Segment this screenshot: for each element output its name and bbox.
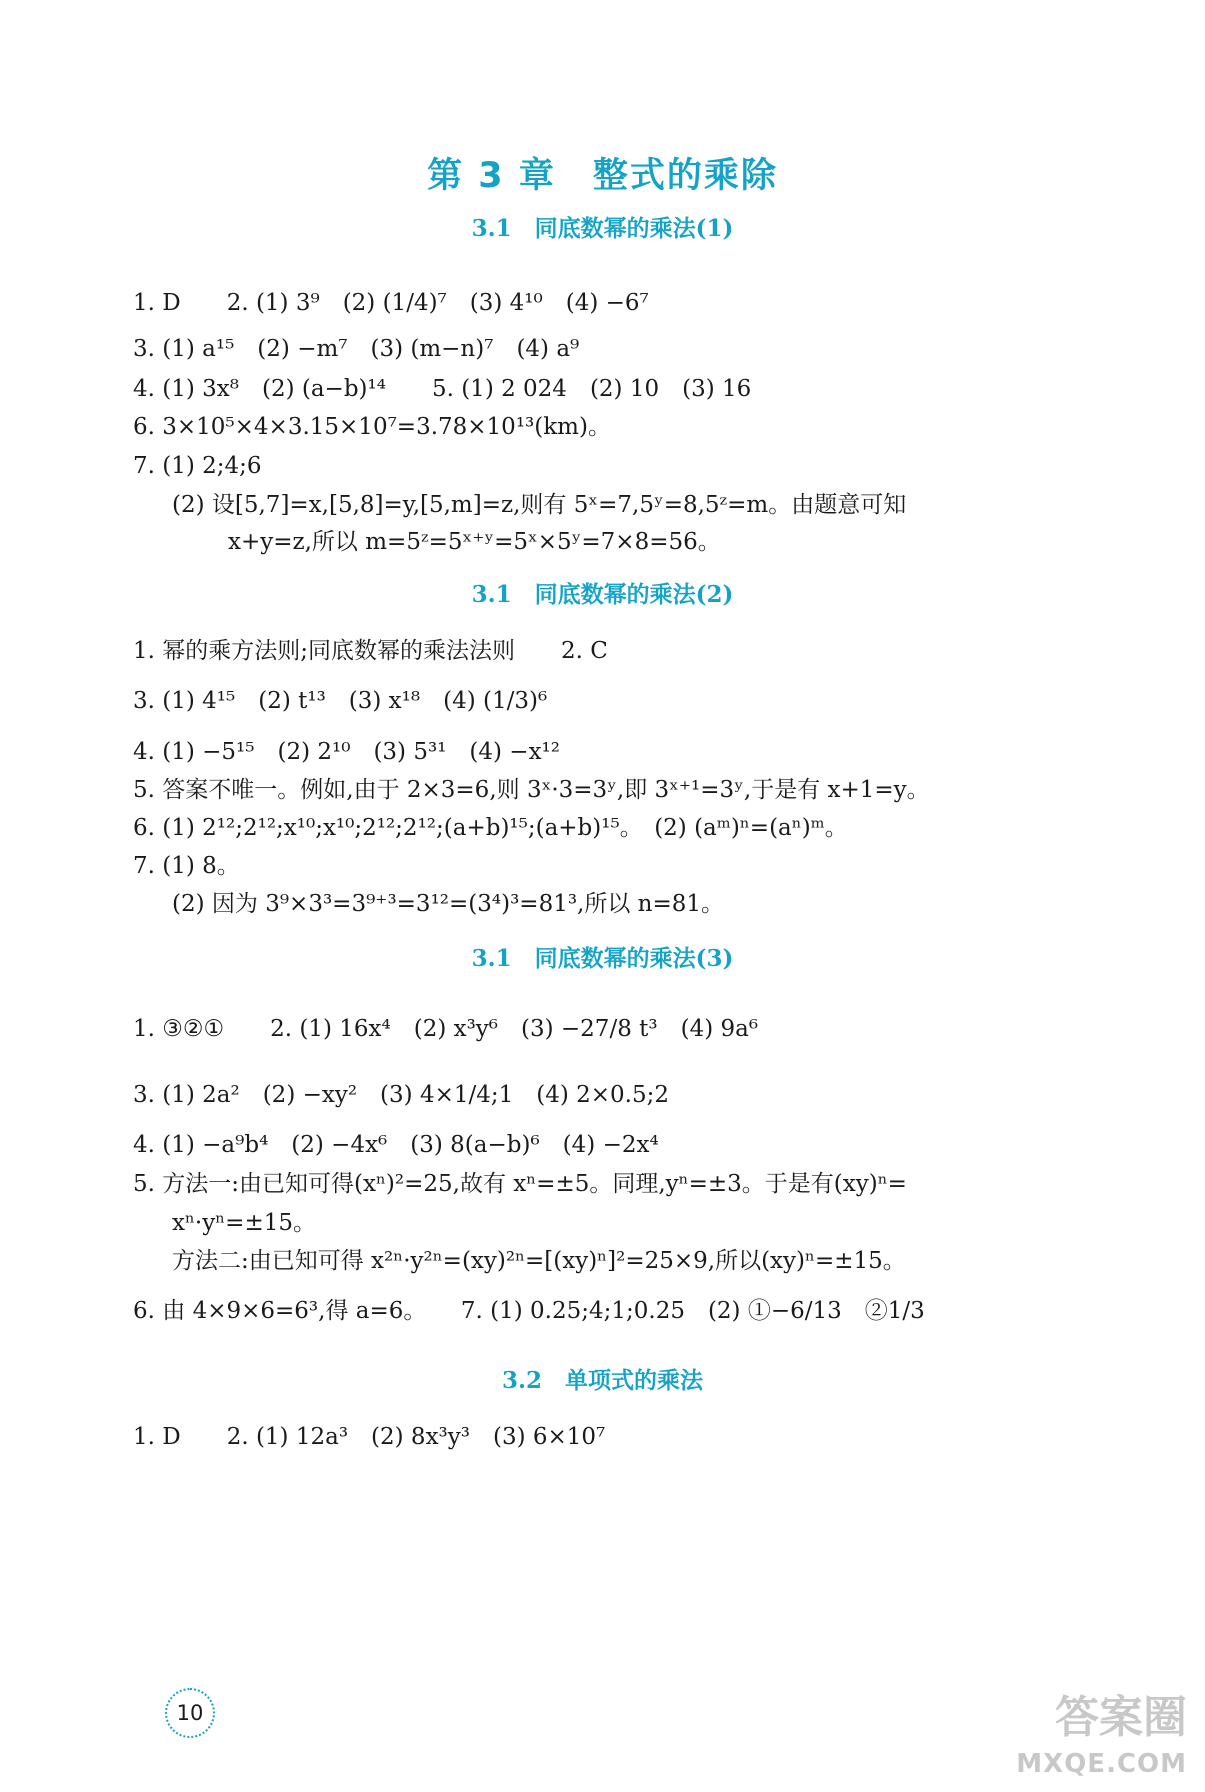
answer-line: (2) 设[5,7]=x,[5,8]=y,[5,m]=z,则有 5ˣ=7,5ʸ=8,5ᶻ=m。由题意可知: [172, 492, 907, 518]
answer-line: 7. (1) 8。: [133, 853, 240, 879]
answer-line: 6. 由 4×9×6=6³,得 a=6。 7. (1) 0.25;4;1;0.25 (2) ①−6/13 ②1/3: [133, 1298, 925, 1324]
answer-line: xⁿ·yⁿ=±15。: [172, 1210, 316, 1236]
answer-line: 4. (1) −5¹⁵ (2) 2¹⁰ (3) 5³¹ (4) −x¹²: [133, 739, 560, 765]
answer-line: 1. D 2. (1) 3⁹ (2) (1/4)⁷ (3) 4¹⁰ (4) −6⁷: [133, 290, 649, 316]
answer-line: 6. (1) 2¹²;2¹²;x¹⁰;x¹⁰;2¹²;2¹²;(a+b)¹⁵;(a+b)¹⁵。 (2) (aᵐ)ⁿ=(aⁿ)ᵐ。: [133, 815, 848, 841]
answer-line: 方法二:由已知可得 x²ⁿ·y²ⁿ=(xy)²ⁿ=[(xy)ⁿ]²=25×9,所以(xy)ⁿ=±15。: [172, 1248, 906, 1274]
answer-line: 1. ③②① 2. (1) 16x⁴ (2) x³y⁶ (3) −27/8 t³ (4) 9a⁶: [133, 1016, 759, 1042]
answer-line: 4. (1) −a⁹b⁴ (2) −4x⁶ (3) 8(a−b)⁶ (4) −2x⁴: [133, 1132, 659, 1158]
answer-line: x+y=z,所以 m=5ᶻ=5ˣ⁺ʸ=5ˣ×5ʸ=7×8=56。: [228, 529, 721, 555]
section-title: 3.1 同底数幂的乘法(2): [471, 581, 734, 608]
answer-line: 3. (1) a¹⁵ (2) −m⁷ (3) (m−n)⁷ (4) a⁹: [133, 336, 580, 362]
watermark-url: MXQE.COM: [1016, 1749, 1187, 1779]
answer-line: 7. (1) 2;4;6: [133, 453, 262, 479]
answer-line: 4. (1) 3x⁸ (2) (a−b)¹⁴ 5. (1) 2 024 (2) 10 (3) 16: [133, 376, 752, 402]
watermark-logo: [1016, 1692, 1187, 1787]
answer-line: 1. D 2. (1) 12a³ (2) 8x³y³ (3) 6×10⁷: [133, 1424, 606, 1450]
page-number: 10: [165, 1688, 215, 1738]
answer-line: 5. 答案不唯一。例如,由于 2×3=6,则 3ˣ·3=3ʸ,即 3ˣ⁺¹=3ʸ,于是有 x+1=y。: [133, 777, 930, 803]
answer-line: 3. (1) 2a² (2) −xy² (3) 4×1/4;1 (4) 2×0.5;2: [133, 1082, 670, 1108]
section-title: 3.2 单项式的乘法: [501, 1367, 703, 1394]
watermark-text: 答案圈: [1055, 1692, 1187, 1743]
section-title: 3.1 同底数幂的乘法(1): [471, 215, 734, 242]
answer-line: (2) 因为 3⁹×3³=3⁹⁺³=3¹²=(3⁴)³=81³,所以 n=81。: [172, 891, 725, 917]
answer-line: 6. 3×10⁵×4×3.15×10⁷=3.78×10¹³(km)。: [133, 414, 611, 440]
answer-line: 3. (1) 4¹⁵ (2) t¹³ (3) x¹⁸ (4) (1/3)⁶: [133, 688, 548, 714]
answer-line: 5. 方法一:由已知可得(xⁿ)²=25,故有 xⁿ=±5。同理,yⁿ=±3。于是有(xy)ⁿ=: [133, 1171, 907, 1197]
answer-line: 1. 幂的乘方法则;同底数幂的乘法法则 2. C: [133, 638, 608, 664]
section-title: 3.1 同底数幂的乘法(3): [471, 945, 734, 972]
chapter-title: 第 3 章 整式的乘除: [427, 156, 778, 196]
